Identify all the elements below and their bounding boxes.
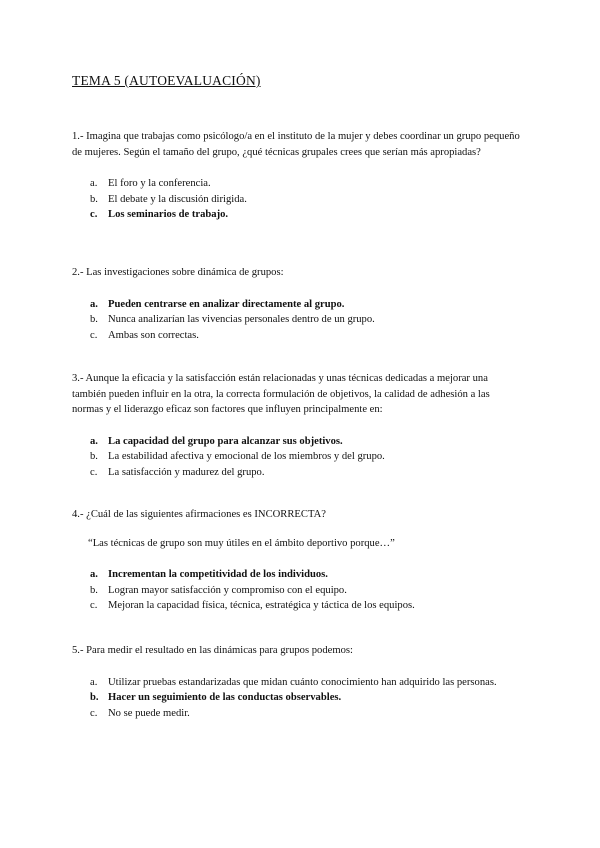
option-text: Utilizar pruebas estandarizadas que midan cuánto conocimiento han adquirido las personas. — [108, 676, 497, 688]
options-list — [72, 297, 520, 344]
question-text: 2.- Las investigaciones sobre dinámica de grupos: — [72, 267, 284, 278]
option-text: Incrementan la competitividad de los individuos. — [108, 569, 328, 580]
option-a — [72, 176, 520, 192]
option-letter: b. — [90, 451, 98, 462]
option-a-correct — [72, 297, 520, 313]
option-letter: b. — [90, 692, 99, 703]
option-text: Mejoran la capacidad física, técnica, estratégica y táctica de los equipos. — [108, 600, 415, 611]
options-list — [72, 176, 520, 223]
option-text: Pueden centrarse en analizar directamente al grupo. — [108, 298, 345, 310]
option-b — [72, 192, 520, 208]
option-text: El debate y la discusión dirigida. — [108, 193, 247, 205]
option-a-correct — [72, 434, 520, 450]
option-letter: c. — [90, 707, 98, 719]
option-c — [72, 598, 520, 614]
question-4 — [72, 507, 520, 614]
option-text: Hacer un seguimiento de las conductas observables. — [108, 692, 342, 703]
option-letter: a. — [90, 178, 98, 189]
options-list — [72, 434, 520, 481]
option-letter: a. — [90, 569, 98, 580]
question-2 — [72, 265, 520, 343]
option-letter: a. — [90, 676, 98, 688]
option-c-correct — [72, 207, 520, 223]
question-5 — [72, 643, 520, 721]
option-text: Los seminarios de trabajo. — [108, 209, 229, 220]
option-c — [72, 706, 520, 722]
option-b — [72, 449, 520, 465]
option-a-correct — [72, 567, 520, 583]
question-text: 5.- Para medir el resultado en las dinámicas para grupos podemos: — [72, 645, 353, 656]
option-text: La satisfacción y madurez del grupo. — [108, 466, 265, 478]
option-letter: b. — [90, 584, 98, 596]
question-quote: “Las técnicas de grupo son muy útiles en el ámbito deportivo porque…” — [88, 537, 395, 549]
option-text: La estabilidad afectiva y emocional de los miembros y del grupo. — [108, 451, 385, 462]
option-letter: c. — [90, 329, 98, 341]
option-text: Logran mayor satisfacción y compromiso con el equipo. — [108, 584, 347, 596]
options-list — [72, 567, 520, 614]
question-1 — [72, 129, 520, 223]
option-c — [72, 328, 520, 344]
option-b-correct — [72, 690, 520, 706]
option-letter: c. — [90, 600, 98, 611]
option-letter: b. — [90, 193, 98, 205]
option-a — [72, 675, 520, 691]
question-text: 1.- Imagina que trabajas como psicólogo/a en el instituto de la mujer y debes coordinar un grupo pequeño de mujeres. Según el tamaño del grupo, ¿qué técnicas grupales crees que serían más apropiadas? — [72, 131, 520, 158]
page-title: TEMA 5 (AUTOEVALUACIÓN) — [72, 73, 261, 88]
option-b — [72, 312, 520, 328]
option-letter: b. — [90, 314, 98, 325]
question-3 — [72, 371, 520, 480]
option-c — [72, 465, 520, 481]
option-letter: c. — [90, 466, 98, 478]
option-b — [72, 583, 520, 599]
question-text: 3.- Aunque la eficacia y la satisfacción están relacionadas y unas técnicas dedicadas a mejorar una también pueden influir en la otra, la correcta formulación de objetivos, la calidad de adhesión a las normas y el liderazgo eficaz son factores que influyen principalmente en: — [72, 373, 490, 415]
option-text: La capacidad del grupo para alcanzar sus objetivos. — [108, 435, 343, 447]
option-letter: a. — [90, 435, 98, 447]
options-list — [72, 675, 520, 722]
option-text: El foro y la conferencia. — [108, 178, 211, 189]
option-letter: c. — [90, 209, 98, 220]
option-text: Ambas son correctas. — [108, 329, 199, 341]
option-letter: a. — [90, 298, 98, 310]
option-text: No se puede medir. — [108, 707, 190, 719]
option-text: Nunca analizarían las vivencias personales dentro de un grupo. — [108, 314, 375, 325]
question-text: 4.- ¿Cuál de las siguientes afirmaciones es INCORRECTA? — [72, 509, 326, 520]
